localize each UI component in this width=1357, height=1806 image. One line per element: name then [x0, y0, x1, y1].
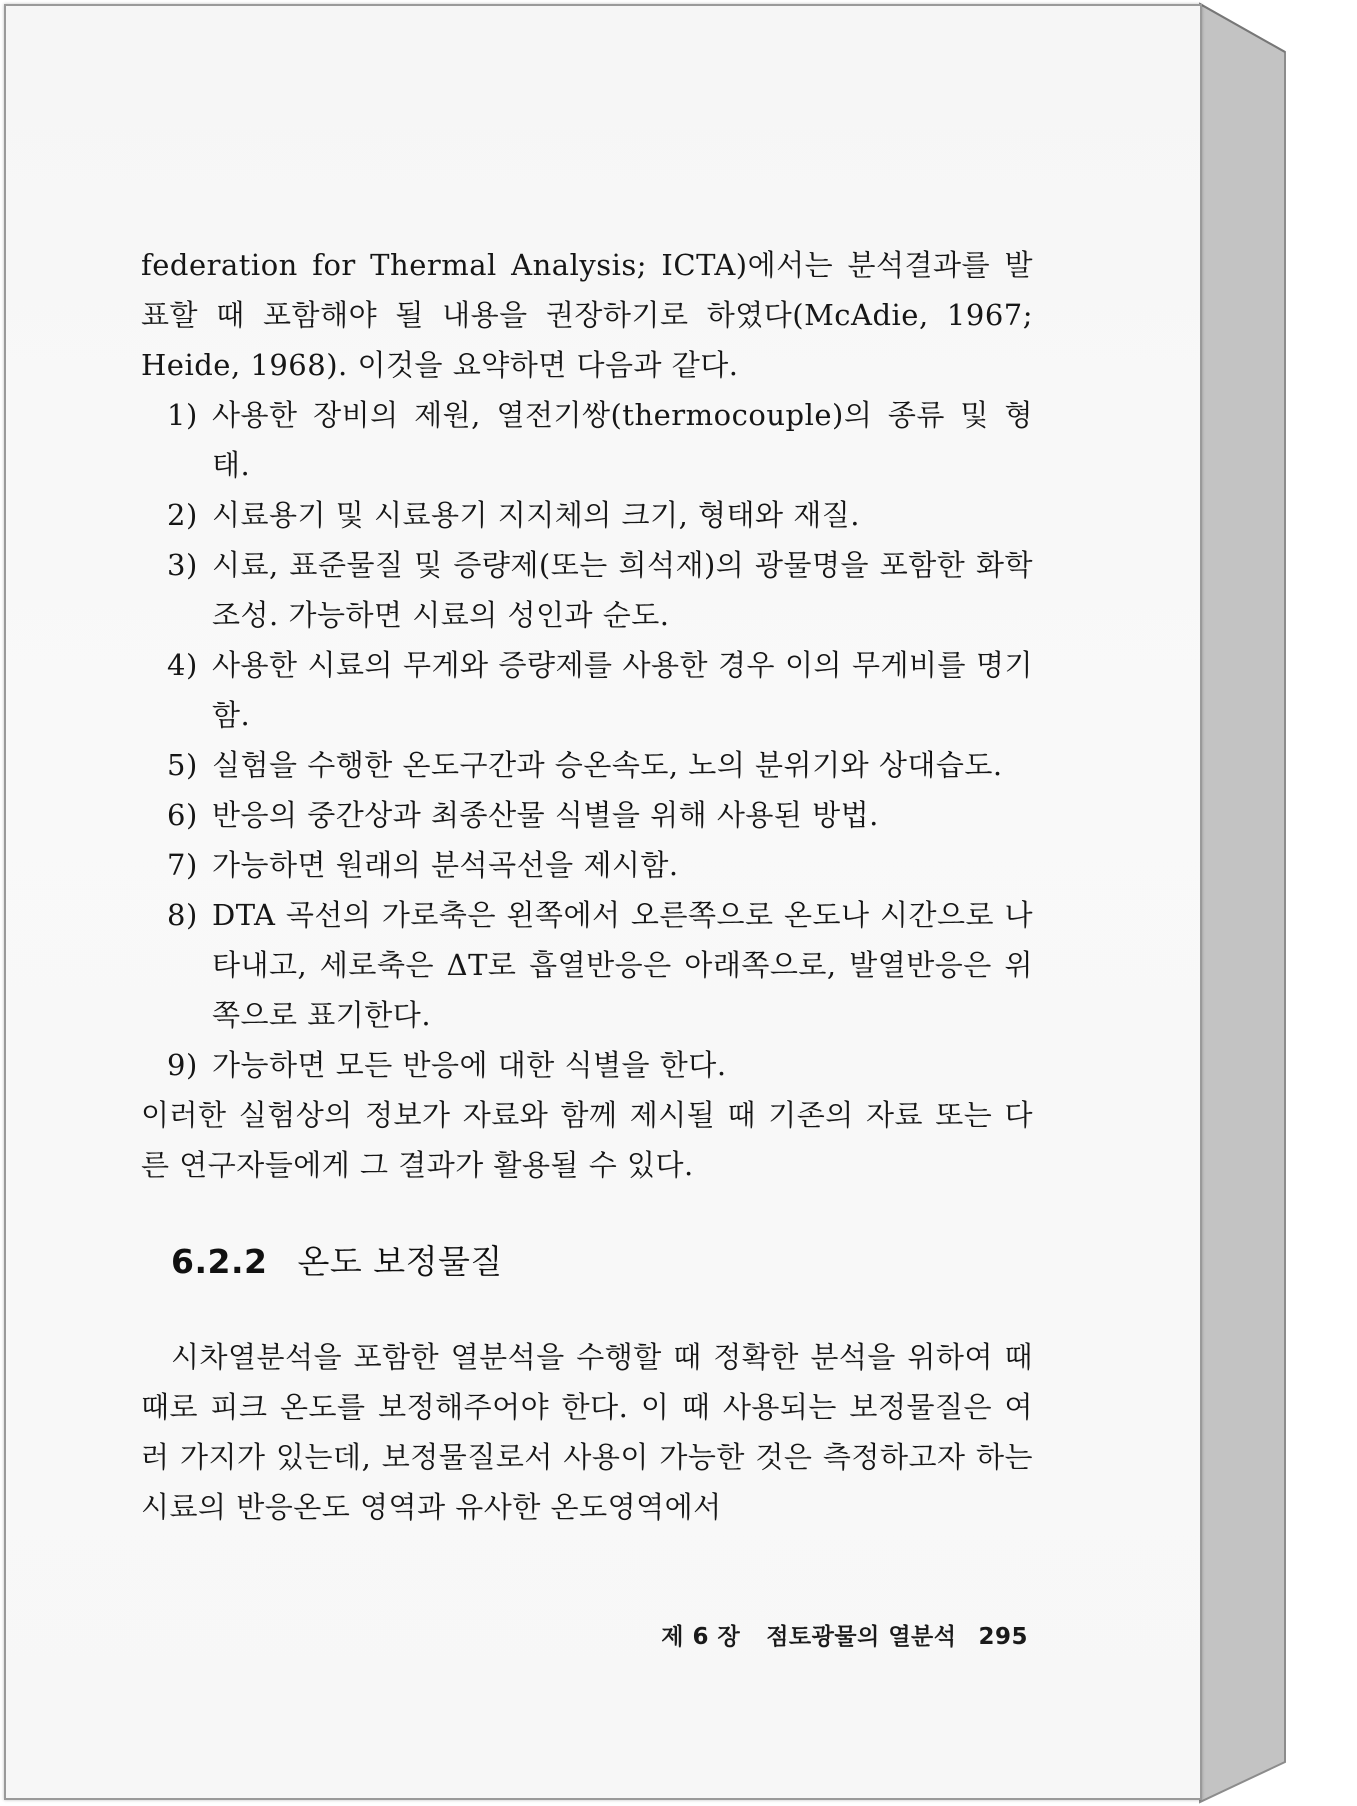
list-item-number: 8)	[167, 898, 198, 932]
section-body-paragraph: 시차열분석을 포함한 열분석을 수행할 때 정확한 분석을 위하여 때때로 피크 온도를 보정해주어야 한다. 이 때 사용되는 보정물질은 여러 가지가 있는데, 보정물질로서 사용이 가능한 것은 측정하고자 하는 시료의 반응온도 영역과 유사한 온도영역에서	[141, 1340, 1033, 1524]
list-item-text: 시료, 표준물질 및 증량제(또는 희석재)의 광물명을 포함한 화학조성. 가능하면 시료의 성인과 순도.	[212, 548, 1033, 632]
list-item	[167, 390, 1033, 490]
list-item-number: 1)	[167, 398, 198, 432]
list-item-text: DTA 곡선의 가로축은 왼쪽에서 오른쪽으로 온도나 시간으로 나타내고, 세로축은 ΔT로 흡열반응은 아래쪽으로, 발열반응은 위쪽으로 표기한다.	[212, 898, 1033, 1032]
list-item	[167, 1040, 1033, 1090]
page-content	[141, 240, 1033, 1532]
list-item	[167, 890, 1033, 1040]
list-item-text: 가능하면 모든 반응에 대한 식별을 한다.	[212, 1048, 727, 1082]
running-footer	[661, 1618, 1028, 1651]
list-item-number: 7)	[167, 848, 198, 882]
list-item-text: 사용한 장비의 제원, 열전기쌍(thermocouple)의 종류 및 형태.	[212, 398, 1033, 482]
list-item-number: 9)	[167, 1048, 198, 1082]
conclusion-paragraph: 이러한 실험상의 정보가 자료와 함께 제시될 때 기존의 자료 또는 다른 연구자들에게 그 결과가 활용될 수 있다.	[141, 1098, 1033, 1182]
section-number: 6.2.2	[171, 1242, 268, 1281]
list-item-number: 2)	[167, 498, 198, 532]
list-item	[167, 490, 1033, 540]
list-item-text: 반응의 중간상과 최종산물 식별을 위해 사용된 방법.	[212, 798, 879, 832]
list-item	[167, 540, 1033, 640]
list-item-number: 6)	[167, 798, 198, 832]
list-item	[167, 640, 1033, 740]
list-item-number: 5)	[167, 748, 198, 782]
list-item-text: 가능하면 원래의 분석곡선을 제시함.	[212, 848, 679, 882]
section-heading	[171, 1242, 1033, 1282]
footer-title: 점토광물의 열분석	[766, 1624, 957, 1650]
list-item	[167, 840, 1033, 890]
list-item-text: 실험을 수행한 온도구간과 승온속도, 노의 분위기와 상대습도.	[212, 748, 1003, 782]
list-item-number: 4)	[167, 648, 198, 682]
requirements-list	[141, 390, 1033, 1090]
page-number: 295	[978, 1624, 1028, 1650]
section-title: 온도 보정물질	[297, 1242, 503, 1281]
list-item-number: 3)	[167, 548, 198, 582]
list-item	[167, 740, 1033, 790]
list-item-text: 사용한 시료의 무게와 증량제를 사용한 경우 이의 무게비를 명기함.	[212, 648, 1033, 732]
intro-paragraph: federation for Thermal Analysis; ICTA)에서는 분석결과를 발표할 때 포함해야 될 내용을 권장하기로 하였다(McAdie, 1967; Heide, 1968). 이것을 요약하면 다음과 같다.	[141, 248, 1033, 382]
list-item-text: 시료용기 및 시료용기 지지체의 크기, 형태와 재질.	[212, 498, 861, 532]
footer-chapter: 제 6 장	[661, 1624, 741, 1650]
list-item	[167, 790, 1033, 840]
